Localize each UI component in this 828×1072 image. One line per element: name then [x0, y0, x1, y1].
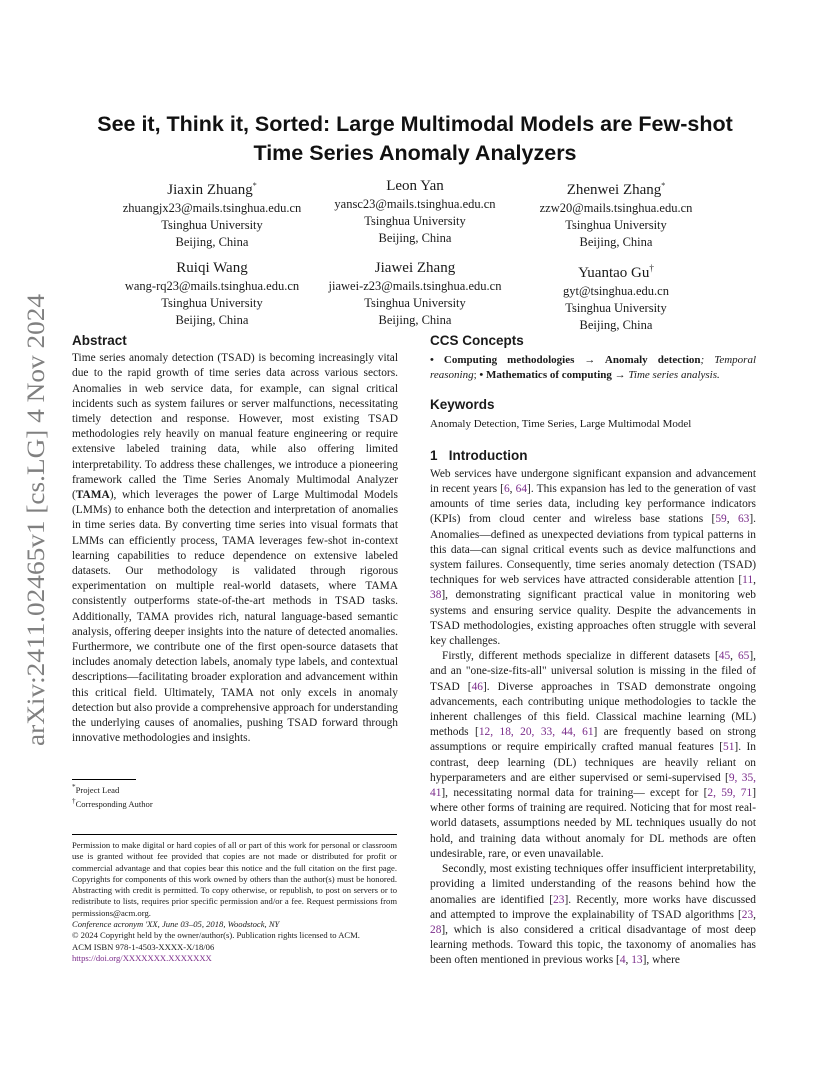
arxiv-identifier-text: arXiv:2411.02465v1 [cs.LG] 4 Nov 2024	[23, 331, 50, 746]
citation[interactable]: 2, 59, 71	[707, 787, 753, 800]
author-block	[496, 258, 736, 334]
author-name: Ruiqi Wang	[176, 260, 248, 276]
citation[interactable]: 65	[737, 650, 750, 663]
author-location: Beijing, China	[378, 231, 452, 245]
permission-rule	[72, 834, 397, 835]
author-name: Zhenwei Zhang*	[566, 181, 666, 198]
footnotes	[72, 779, 372, 811]
citation[interactable]: 9, 35, 41	[430, 771, 756, 800]
introduction-heading: 1 Introduction	[430, 447, 528, 463]
doi-link[interactable]: https://doi.org/XXXXXXX.XXXXXXX	[72, 952, 212, 963]
copyright-notice: © 2024 Copyright held by the owner/author(s). Publication rights licensed to ACM.	[72, 930, 360, 941]
arxiv-identifier-stamp	[22, 290, 50, 750]
citation[interactable]: 12, 18, 20, 33, 44, 61	[478, 726, 594, 739]
author-location: Beijing, China	[579, 235, 653, 249]
author-email: gyt@tsinghua.edu.cn	[563, 284, 669, 298]
citation[interactable]: 6	[503, 483, 510, 496]
conference-info: Conference acronym 'XX, June 03–05, 2018, Woodstock, NY	[72, 919, 280, 930]
citation[interactable]: 46	[471, 680, 483, 693]
author-name: Leon Yan	[386, 178, 444, 194]
ccs-concepts: • Computing methodologies → Anomaly detection; Temporal reasoning; • Mathematics of computing → Time series analysis.	[430, 354, 756, 382]
permission-block	[72, 836, 397, 964]
author-location: Beijing, China	[175, 313, 249, 327]
author-affiliation: Tsinghua University	[161, 296, 263, 310]
author-block	[496, 176, 736, 251]
citation[interactable]: 23	[741, 908, 754, 921]
citation[interactable]: 45	[718, 650, 731, 663]
title-line-1: See it, Think it, Sorted: Large Multimodal Models are Few-shot	[97, 112, 733, 136]
author-email: zhuangjx23@mails.tsinghua.edu.cn	[122, 201, 302, 215]
abstract-section	[72, 333, 398, 746]
author-name: Jiawei Zhang	[374, 260, 456, 276]
citation[interactable]: 4	[619, 954, 626, 967]
intro-paragraph-3: Secondly, most existing techniques offer insufficient interpretability, providing a limited understanding of the reasons behind how the anomalies are identified [23]. Recently, more works have discussed and attempted to improve the explainability of TSAD algorithms [23, 28], which is also considered a critical disadvantage of most deep learning methods. Toward this topic, the taxonomy of anomalies has been often mentioned in previous works [4, 13], where	[430, 863, 756, 967]
author-affiliation: Tsinghua University	[161, 218, 263, 232]
abstract-body: Time series anomaly detection (TSAD) is becoming increasingly vital due to the rapid growth of time series data across various sectors. Anomalies in web service data, for example, can signal critical incidents such as system failures or server malfunctions, necessitating timely detection and response. However, most existing TSAD methodologies rely heavily on manual feature engineering or require extensive labeled training data, while also offering limited interpretability. To address these challenges, we introduce a pioneering framework called the Time Series Anomaly Multimodal Analyzer (TAMA), which leverages the power of Large Multimodal Models (LMMs) to enhance both the detection and interpretation of anomalies in time series data. By converting time series into visual formats that LMMs can efficiently process, TAMA leverages few-shot in-context learning capabilities to reduce dependence on extensive labeled datasets. Our methodology is validated through rigorous experimentation on multiple real-world datasets, where TAMA consistently outperforms state-of-the-art methods in TSAD tasks. Additionally, TAMA provides rich, natural language-based semantic analysis, offering deeper insights into the nature of detected anomalies. Furthermore, we contribute one of the first open-source datasets that includes anomaly detection labels, anomaly type labels, and contextual descriptions—facilitating broader exploration and advancement within this critical field. Ultimately, TAMA not only excels in anomaly detection but also provide a comprehensive approach for understanding the underlying causes of anomalies, pushing TSAD forward through innovative methodologies and insights.	[72, 352, 398, 745]
acm-isbn: ACM ISBN 978-1-4503-XXXX-X/18/06	[72, 941, 215, 952]
author-affiliation: Tsinghua University	[565, 301, 667, 315]
author-name: Jiaxin Zhuang*	[167, 181, 257, 198]
author-affiliation: Tsinghua University	[364, 296, 466, 310]
author-affiliation: Tsinghua University	[565, 218, 667, 232]
keywords-heading: Keywords	[430, 397, 495, 413]
citation[interactable]: 38	[430, 589, 442, 602]
paper-title	[70, 110, 760, 168]
author-email: jiawei-z23@mails.tsinghua.edu.cn	[328, 279, 502, 293]
permission-text: Permission to make digital or hard copies of all or part of this work for personal or classroom use is granted without fee provided that copies are not made or distributed for profit or commercial advantage and that copies bear this notice and the full citation on the first page. Copyrights for components of this work owned by others than the author(s) must be honored. Abstracting with credit is permitted. To copy otherwise, or republish, to post on servers or to redistribute to lists, requires prior specific permission and/or a fee. Request permissions from permissions@acm.org.	[72, 840, 397, 918]
author-location: Beijing, China	[579, 318, 653, 332]
author-email: wang-rq23@mails.tsinghua.edu.cn	[124, 279, 300, 293]
author-email: zzw20@mails.tsinghua.edu.cn	[539, 201, 693, 215]
citation[interactable]: 64	[515, 483, 528, 496]
title-line-2: Time Series Anomaly Analyzers	[253, 141, 577, 165]
keywords-text: Anomaly Detection, Time Series, Large Multimodal Model	[430, 418, 692, 431]
citation[interactable]: 51	[723, 741, 735, 754]
citation[interactable]: 11	[742, 574, 754, 587]
author-email: yansc23@mails.tsinghua.edu.cn	[334, 197, 496, 211]
citation[interactable]: 28	[430, 923, 442, 936]
citation[interactable]: 59	[715, 513, 727, 526]
citation[interactable]: 23	[553, 893, 565, 906]
author-location: Beijing, China	[378, 313, 452, 327]
author-location: Beijing, China	[175, 235, 249, 249]
citation[interactable]: 63	[737, 513, 750, 526]
abstract-heading: Abstract	[72, 333, 127, 348]
citation[interactable]: 13	[631, 954, 643, 967]
author-name: Yuantao Gu†	[578, 263, 654, 281]
footnote-project-lead: *Project Lead	[72, 783, 120, 795]
right-column	[430, 333, 756, 969]
footnote-corresponding-author: †Corresponding Author	[72, 797, 153, 810]
ccs-heading: CCS Concepts	[430, 333, 524, 348]
author-affiliation: Tsinghua University	[364, 214, 466, 228]
intro-paragraph-2: Firstly, different methods specialize in different datasets [45, 65], and an "one-size-fits-all" universal solution is missing in the filed of TSAD [46]. Diverse approaches in TSAD demonstrate ongoing advancements, each contributing unique methodologies to tackle the inherent challenges of this field. Classical machine learning (ML) methods [12, 18, 20, 33, 44, 61] are frequently based on strong assumptions or require empirically crafted manual features [51]. In contrast, deep learning (DL) techniques are heavily reliant on hyperparameters and are either supervised or semi-supervised [9, 35, 41], necessitating normal data for training— except for [2, 59, 71] where other forms of training are required. Noticing that for most real-world datasets, assumptions needed by ML techniques usually do not hold, and training data without anomaly for DL methods are often undesirable, rare, or even unavailable.	[430, 650, 756, 860]
intro-paragraph-1: Web services have undergone significant expansion and advancement in recent years [6, 64]. This expansion has led to the generation of vast amounts of time series data, including key performance indicators (KPIs) from cloud center and wireless base stations [59, 63]. Anomalies—defined as unexpected deviations from typical patterns in this data—can signal critical events such as device malfunctions and system failures. Consequently, time series anomaly detection (TSAD) techniques for web services have attracted considerable attention [11, 38], demonstrating significant practical value in monitoring web systems and ensuring service quality. Despite the advancements in TSAD methodologies, existing approaches often struggle with several key challenges.	[430, 467, 756, 648]
